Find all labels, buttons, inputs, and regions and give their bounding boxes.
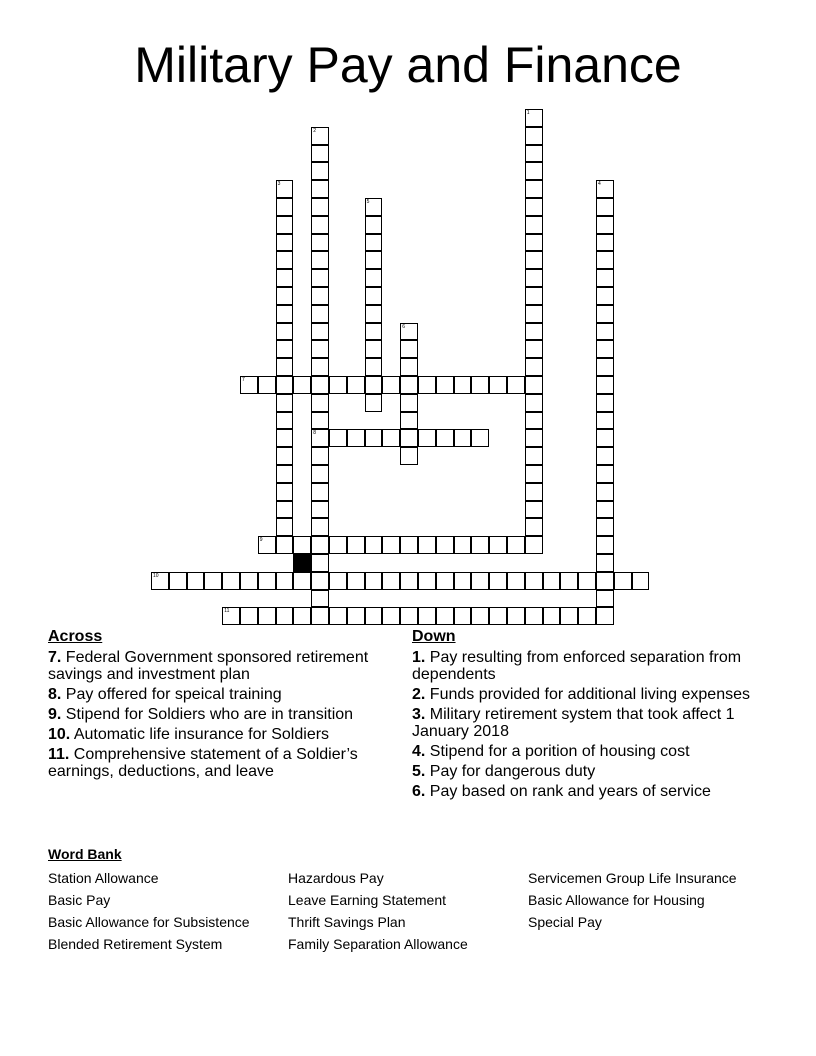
down-clue xyxy=(412,649,762,683)
grid-cell[interactable] xyxy=(525,127,543,145)
across-clue-number: 8. xyxy=(48,686,62,703)
across-clue-text: Automatic life insurance for Soldiers xyxy=(70,726,330,743)
grid-cell[interactable] xyxy=(596,554,614,572)
grid-cell[interactable] xyxy=(276,323,294,341)
grid-cell[interactable] xyxy=(418,536,436,554)
grid-cell[interactable] xyxy=(258,607,276,625)
word-bank-item: Hazardous Pay xyxy=(288,870,384,886)
grid-cell[interactable] xyxy=(365,234,383,252)
grid-cell[interactable] xyxy=(454,607,472,625)
grid-cell[interactable] xyxy=(365,358,383,376)
grid-cell[interactable] xyxy=(365,323,383,341)
grid-cell[interactable] xyxy=(400,607,418,625)
grid-cell[interactable] xyxy=(365,536,383,554)
across-clue-text: Pay offered for speical training xyxy=(61,686,282,703)
grid-cell[interactable] xyxy=(525,109,543,127)
grid-cell[interactable] xyxy=(365,394,383,412)
grid-cell[interactable] xyxy=(311,340,329,358)
grid-cell[interactable] xyxy=(543,572,561,590)
grid-cell[interactable] xyxy=(276,447,294,465)
grid-cell[interactable] xyxy=(365,287,383,305)
grid-cell[interactable] xyxy=(525,429,543,447)
grid-cell[interactable] xyxy=(240,572,258,590)
grid-cell[interactable] xyxy=(311,216,329,234)
grid-cell[interactable] xyxy=(311,590,329,608)
down-clue-number: 5. xyxy=(412,763,426,780)
across-clue-text: Comprehensive statement of a Soldier’s earnings, deductions, and leave xyxy=(48,746,358,780)
grid-cell[interactable] xyxy=(400,572,418,590)
grid-cell[interactable] xyxy=(400,536,418,554)
grid-cell[interactable] xyxy=(596,483,614,501)
grid-cell[interactable] xyxy=(276,358,294,376)
down-clue-number: 4. xyxy=(412,743,426,760)
grid-cell[interactable] xyxy=(276,465,294,483)
grid-cell[interactable] xyxy=(311,501,329,519)
grid-cell[interactable] xyxy=(311,412,329,430)
grid-cell[interactable] xyxy=(276,251,294,269)
grid-cell[interactable] xyxy=(276,180,294,198)
grid-cell[interactable] xyxy=(365,429,383,447)
grid-cell[interactable] xyxy=(525,323,543,341)
across-clue-text: Federal Government sponsored retirement savings and investment plan xyxy=(48,649,369,683)
grid-cell[interactable] xyxy=(329,572,347,590)
across-heading: Across xyxy=(48,628,103,645)
grid-cell[interactable] xyxy=(525,465,543,483)
down-clue-text: Stipend for a porition of housing cost xyxy=(425,743,690,760)
grid-cell[interactable] xyxy=(525,198,543,216)
grid-cell[interactable] xyxy=(169,572,187,590)
grid-cell[interactable] xyxy=(276,340,294,358)
across-clues xyxy=(48,628,388,783)
grid-cell[interactable] xyxy=(525,376,543,394)
grid-cell[interactable] xyxy=(400,412,418,430)
clue-number-label: 1 xyxy=(526,110,530,116)
clue-number-label: 2 xyxy=(313,127,316,134)
grid-cell[interactable] xyxy=(347,572,365,590)
grid-cell[interactable] xyxy=(382,607,400,625)
grid-cell[interactable] xyxy=(596,501,614,519)
grid-cell[interactable] xyxy=(311,287,329,305)
grid-cell[interactable] xyxy=(596,323,614,341)
grid-cell[interactable] xyxy=(489,536,507,554)
grid-cell[interactable] xyxy=(471,607,489,625)
grid-cell[interactable] xyxy=(436,429,454,447)
grid-cell[interactable] xyxy=(276,198,294,216)
clue-number-label: 3 xyxy=(277,181,281,188)
grid-cell[interactable] xyxy=(507,536,525,554)
grid-cell[interactable] xyxy=(454,376,472,394)
grid-cell[interactable] xyxy=(596,412,614,430)
down-clue xyxy=(412,686,762,703)
grid-cell[interactable] xyxy=(400,394,418,412)
down-clue-list xyxy=(412,649,762,800)
grid-cell[interactable] xyxy=(525,145,543,163)
word-bank-item: Station Allowance xyxy=(48,870,159,886)
grid-cell[interactable] xyxy=(454,536,472,554)
grid-cell[interactable] xyxy=(293,376,311,394)
grid-cell[interactable] xyxy=(382,536,400,554)
grid-cell[interactable] xyxy=(418,376,436,394)
grid-cell[interactable] xyxy=(329,376,347,394)
grid-cell[interactable] xyxy=(151,572,169,590)
grid-cell[interactable] xyxy=(329,607,347,625)
across-clue-number: 7. xyxy=(48,649,62,666)
grid-cell[interactable] xyxy=(311,127,329,145)
word-bank-item: Special Pay xyxy=(528,914,602,930)
across-clue xyxy=(48,746,388,780)
grid-cell[interactable] xyxy=(276,376,294,394)
grid-cell[interactable] xyxy=(276,412,294,430)
clue-number-label: 9 xyxy=(259,537,263,544)
grid-cell[interactable] xyxy=(596,518,614,536)
grid-cell[interactable] xyxy=(596,269,614,287)
down-clue-text: Pay resulting from enforced separation from dependents xyxy=(412,649,742,683)
grid-cell[interactable] xyxy=(454,429,472,447)
down-clue-text: Pay for dangerous duty xyxy=(425,763,596,780)
grid-cell[interactable] xyxy=(525,162,543,180)
grid-cell[interactable] xyxy=(436,572,454,590)
across-clue-number: 11. xyxy=(48,746,70,763)
across-clue xyxy=(48,649,388,683)
grid-cell[interactable] xyxy=(276,572,294,590)
grid-cell[interactable] xyxy=(418,429,436,447)
grid-cell[interactable] xyxy=(525,483,543,501)
clue-number-label: 7 xyxy=(242,377,245,383)
grid-cell[interactable] xyxy=(240,376,258,394)
down-clue xyxy=(412,783,762,800)
grid-cell[interactable] xyxy=(365,251,383,269)
grid-cell[interactable] xyxy=(596,429,614,447)
grid-cell[interactable] xyxy=(365,607,383,625)
grid-cell[interactable] xyxy=(525,180,543,198)
grid-cell[interactable] xyxy=(311,572,329,590)
word-bank-item: Basic Allowance for Housing xyxy=(528,892,705,908)
grid-cell[interactable] xyxy=(471,572,489,590)
grid-cell[interactable] xyxy=(525,269,543,287)
grid-cell[interactable] xyxy=(471,536,489,554)
grid-cell[interactable] xyxy=(365,572,383,590)
word-bank-item: Basic Pay xyxy=(48,892,111,908)
word-bank-item: Basic Allowance for Subsistence xyxy=(48,914,250,930)
down-clue-text: Military retirement system that took affect 1 January 2018 xyxy=(412,706,735,740)
word-bank-item: Blended Retirement System xyxy=(48,936,223,952)
grid-cell[interactable] xyxy=(400,358,418,376)
grid-cell[interactable] xyxy=(578,607,596,625)
grid-cell[interactable] xyxy=(489,607,507,625)
down-clue-number: 1. xyxy=(412,649,426,666)
grid-cell[interactable] xyxy=(596,234,614,252)
grid-cell[interactable] xyxy=(293,536,311,554)
across-clue xyxy=(48,726,388,743)
down-clue-number: 6. xyxy=(412,783,426,800)
clue-number-label: 8 xyxy=(313,430,316,437)
grid-cell[interactable] xyxy=(525,394,543,412)
grid-cell[interactable] xyxy=(329,536,347,554)
grid-cell[interactable] xyxy=(347,376,365,394)
grid-cell[interactable] xyxy=(418,607,436,625)
grid-cell[interactable] xyxy=(596,287,614,305)
grid-cell[interactable] xyxy=(311,376,329,394)
down-clue xyxy=(412,706,762,740)
grid-cell[interactable] xyxy=(596,305,614,323)
grid-cell[interactable] xyxy=(311,607,329,625)
grid-cell[interactable] xyxy=(454,572,472,590)
grid-cell[interactable] xyxy=(596,394,614,412)
across-clue xyxy=(48,686,388,703)
clue-number-label: 6 xyxy=(402,323,405,330)
grid-cell[interactable] xyxy=(560,572,578,590)
grid-cell[interactable] xyxy=(418,572,436,590)
grid-cell[interactable] xyxy=(382,572,400,590)
grid-cell[interactable] xyxy=(596,465,614,483)
grid-cell[interactable] xyxy=(436,536,454,554)
down-clue-text: Funds provided for additional living expenses xyxy=(425,686,750,703)
grid-cell[interactable] xyxy=(525,501,543,519)
grid-cell[interactable] xyxy=(525,358,543,376)
grid-cell[interactable] xyxy=(365,269,383,287)
grid-cell[interactable] xyxy=(382,376,400,394)
grid-cell[interactable] xyxy=(276,394,294,412)
grid-cell[interactable] xyxy=(400,447,418,465)
grid-cell[interactable] xyxy=(400,340,418,358)
grid-cell[interactable] xyxy=(596,216,614,234)
grid-cell[interactable] xyxy=(222,572,240,590)
grid-cell[interactable] xyxy=(596,607,614,625)
grid-cell[interactable] xyxy=(596,536,614,554)
grid-cell[interactable] xyxy=(311,465,329,483)
grid-cell[interactable] xyxy=(596,180,614,198)
grid-cell[interactable] xyxy=(400,323,418,341)
clue-number-label: 4 xyxy=(598,181,601,188)
grid-cell[interactable] xyxy=(187,572,205,590)
grid-cell[interactable] xyxy=(311,180,329,198)
grid-cell[interactable] xyxy=(276,536,294,554)
grid-cell[interactable] xyxy=(596,376,614,394)
down-clues xyxy=(412,628,762,803)
word-bank-list xyxy=(48,868,788,956)
grid-cell[interactable] xyxy=(632,572,650,590)
grid-cell[interactable] xyxy=(525,251,543,269)
grid-cell[interactable] xyxy=(311,554,329,572)
grid-cell[interactable] xyxy=(596,447,614,465)
grid-cell[interactable] xyxy=(204,572,222,590)
grid-cell[interactable] xyxy=(347,536,365,554)
grid-cell[interactable] xyxy=(471,429,489,447)
grid-cell[interactable] xyxy=(276,429,294,447)
grid-cell[interactable] xyxy=(525,412,543,430)
grid-cell[interactable] xyxy=(525,536,543,554)
clue-number-label: 5 xyxy=(366,199,370,205)
grid-cell[interactable] xyxy=(507,607,525,625)
grid-cell[interactable] xyxy=(311,251,329,269)
down-clue-number: 3. xyxy=(412,706,426,723)
grid-cell[interactable] xyxy=(596,572,614,590)
grid-cell[interactable] xyxy=(311,429,329,447)
clue-number-label: 11 xyxy=(224,608,230,615)
grid-cell[interactable] xyxy=(436,607,454,625)
grid-cell[interactable] xyxy=(258,376,276,394)
grid-cell[interactable] xyxy=(311,323,329,341)
grid-cell[interactable] xyxy=(525,305,543,323)
down-clue xyxy=(412,763,762,780)
grid-cell[interactable] xyxy=(365,216,383,234)
word-bank xyxy=(48,846,788,956)
grid-cell[interactable] xyxy=(276,518,294,536)
grid-cell[interactable] xyxy=(365,376,383,394)
grid-cell[interactable] xyxy=(293,572,311,590)
grid-cell[interactable] xyxy=(525,518,543,536)
down-heading: Down xyxy=(412,628,456,645)
grid-cell[interactable] xyxy=(525,572,543,590)
word-bank-heading: Word Bank xyxy=(48,846,122,862)
grid-cell[interactable] xyxy=(365,198,383,216)
clue-number-label: 10 xyxy=(153,572,159,579)
grid-cell[interactable] xyxy=(400,429,418,447)
grid-cell[interactable] xyxy=(507,376,525,394)
grid-cell[interactable] xyxy=(258,572,276,590)
grid-cell[interactable] xyxy=(596,198,614,216)
grid-cell[interactable] xyxy=(400,376,418,394)
grid-cell[interactable] xyxy=(614,572,632,590)
down-clue-number: 2. xyxy=(412,686,426,703)
across-clue xyxy=(48,706,388,723)
across-clue-text: Stipend for Soldiers who are in transition xyxy=(61,706,354,723)
word-bank-item: Family Separation Allowance xyxy=(288,936,468,952)
grid-cell[interactable] xyxy=(525,234,543,252)
across-clue-number: 9. xyxy=(48,706,62,723)
grid-cell[interactable] xyxy=(489,376,507,394)
grid-cell[interactable] xyxy=(311,536,329,554)
grid-cell[interactable] xyxy=(222,607,240,625)
black-cell xyxy=(293,554,311,572)
grid-cell[interactable] xyxy=(525,216,543,234)
grid-cell[interactable] xyxy=(276,216,294,234)
word-bank-item: Leave Earning Statement xyxy=(288,892,446,908)
grid-cell[interactable] xyxy=(276,287,294,305)
grid-cell[interactable] xyxy=(507,572,525,590)
grid-cell[interactable] xyxy=(311,483,329,501)
page-title: Military Pay and Finance xyxy=(134,37,682,93)
grid-cell[interactable] xyxy=(525,340,543,358)
grid-cell[interactable] xyxy=(276,269,294,287)
grid-cell[interactable] xyxy=(347,429,365,447)
grid-cell[interactable] xyxy=(382,429,400,447)
grid-cell[interactable] xyxy=(543,607,561,625)
grid-cell[interactable] xyxy=(596,340,614,358)
grid-cell[interactable] xyxy=(276,607,294,625)
grid-cell[interactable] xyxy=(311,234,329,252)
grid-cell[interactable] xyxy=(311,145,329,163)
grid-cell[interactable] xyxy=(578,572,596,590)
word-bank-item: Thrift Savings Plan xyxy=(288,914,406,930)
grid-cell[interactable] xyxy=(293,607,311,625)
down-clue xyxy=(412,743,762,760)
grid-cell[interactable] xyxy=(311,305,329,323)
grid-cell[interactable] xyxy=(276,483,294,501)
grid-cell[interactable] xyxy=(436,376,454,394)
grid-cell[interactable] xyxy=(311,518,329,536)
grid-cell[interactable] xyxy=(311,269,329,287)
across-clue-list xyxy=(48,649,388,780)
grid-cell[interactable] xyxy=(596,590,614,608)
grid-cell[interactable] xyxy=(276,234,294,252)
grid-cell[interactable] xyxy=(311,162,329,180)
grid-cell[interactable] xyxy=(258,536,276,554)
grid-cell[interactable] xyxy=(311,447,329,465)
grid-cell[interactable] xyxy=(365,340,383,358)
grid-cell[interactable] xyxy=(276,305,294,323)
grid-cell[interactable] xyxy=(240,607,258,625)
down-clue-text: Pay based on rank and years of service xyxy=(425,783,711,800)
grid-cell[interactable] xyxy=(471,376,489,394)
grid-cell[interactable] xyxy=(560,607,578,625)
grid-cell[interactable] xyxy=(365,305,383,323)
grid-cell[interactable] xyxy=(489,572,507,590)
grid-cell[interactable] xyxy=(311,198,329,216)
word-bank-item: Servicemen Group Life Insurance xyxy=(528,870,737,886)
grid-cell[interactable] xyxy=(311,394,329,412)
grid-cell[interactable] xyxy=(596,358,614,376)
grid-cell[interactable] xyxy=(276,501,294,519)
grid-cell[interactable] xyxy=(525,287,543,305)
grid-cell[interactable] xyxy=(329,429,347,447)
grid-cell[interactable] xyxy=(596,251,614,269)
grid-cell[interactable] xyxy=(525,607,543,625)
grid-cell[interactable] xyxy=(525,447,543,465)
grid-cell[interactable] xyxy=(347,607,365,625)
grid-cell[interactable] xyxy=(311,358,329,376)
across-clue-number: 10. xyxy=(48,726,71,743)
